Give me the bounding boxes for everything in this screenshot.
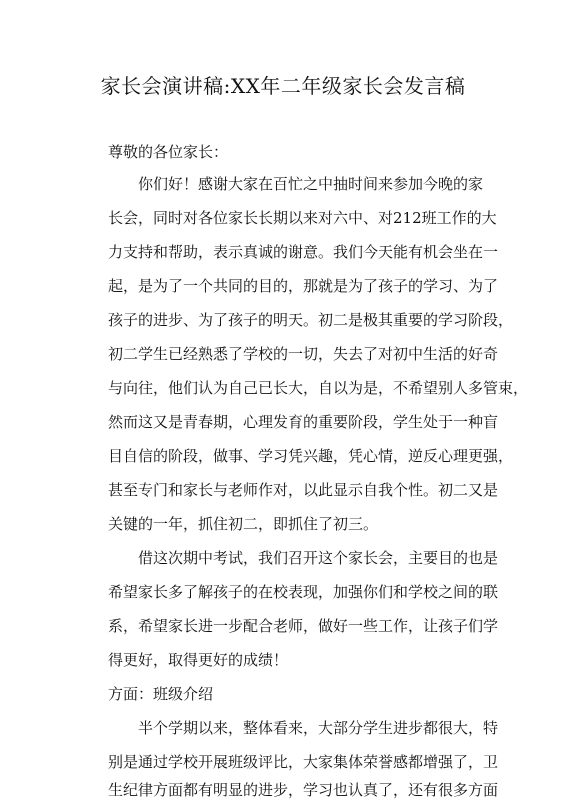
paragraph-line: 初二学生已经熟悉了学校的一切，失去了对初中生活的好奇 xyxy=(108,345,499,363)
section-heading: 方面：班级介绍 xyxy=(108,685,214,703)
paragraph-line: 半个学期以来，整体看来，大部分学生进步都很大，特 xyxy=(138,719,499,737)
paragraph-line: 孩子的进步、为了孩子的明天。初二是极其重要的学习阶段， xyxy=(108,311,514,329)
paragraph-line: 希望家长多了解孩子的在校表现，加强你们和学校之间的联 xyxy=(108,583,499,601)
paragraph-line: 关键的一年，抓住初二，即抓住了初三。 xyxy=(108,515,379,533)
paragraph-line: 得更好，取得更好的成绩！ xyxy=(108,651,289,669)
paragraph-line: 起，是为了一个共同的目的，那就是为了孩子的学习、为了 xyxy=(108,277,499,295)
paragraph-line: 力支持和帮助，表示真诚的谢意。我们今天能有机会坐在一 xyxy=(108,243,499,261)
paragraph-line: 别是通过学校开展班级评比，大家集体荣誉感都增强了，卫 xyxy=(108,753,499,771)
salutation-line: 尊敬的各位家长： xyxy=(108,143,229,161)
paragraph-line: 借这次期中考试，我们召开这个家长会，主要目的也是 xyxy=(138,549,499,567)
paragraph-line: 然而这又是青春期，心理发育的重要阶段，学生处于一种盲 xyxy=(108,413,499,431)
document-title: 家长会演讲稿:XX年二年级家长会发言稿 xyxy=(100,74,466,98)
paragraph-line: 你们好！感谢大家在百忙之中抽时间来参加今晚的家 xyxy=(138,175,484,193)
paragraph-line: 与向往，他们认为自己已长大，自以为是，不希望别人多管束， xyxy=(108,379,529,397)
paragraph-line: 甚至专门和家长与老师作对，以此显示自我个性。初二又是 xyxy=(108,481,499,499)
paragraph-line: 生纪律方面都有明显的进步，学习也认真了，还有很多方面 xyxy=(108,781,499,799)
paragraph-line: 系，希望家长进一步配合老师，做好一些工作，让孩子们学 xyxy=(108,617,499,635)
paragraph-line: 长会，同时对各位家长长期以来对六中、对212班工作的大 xyxy=(108,209,497,227)
paragraph-line: 目自信的阶段，做事、学习凭兴趣，凭心情，逆反心理更强， xyxy=(108,447,514,465)
